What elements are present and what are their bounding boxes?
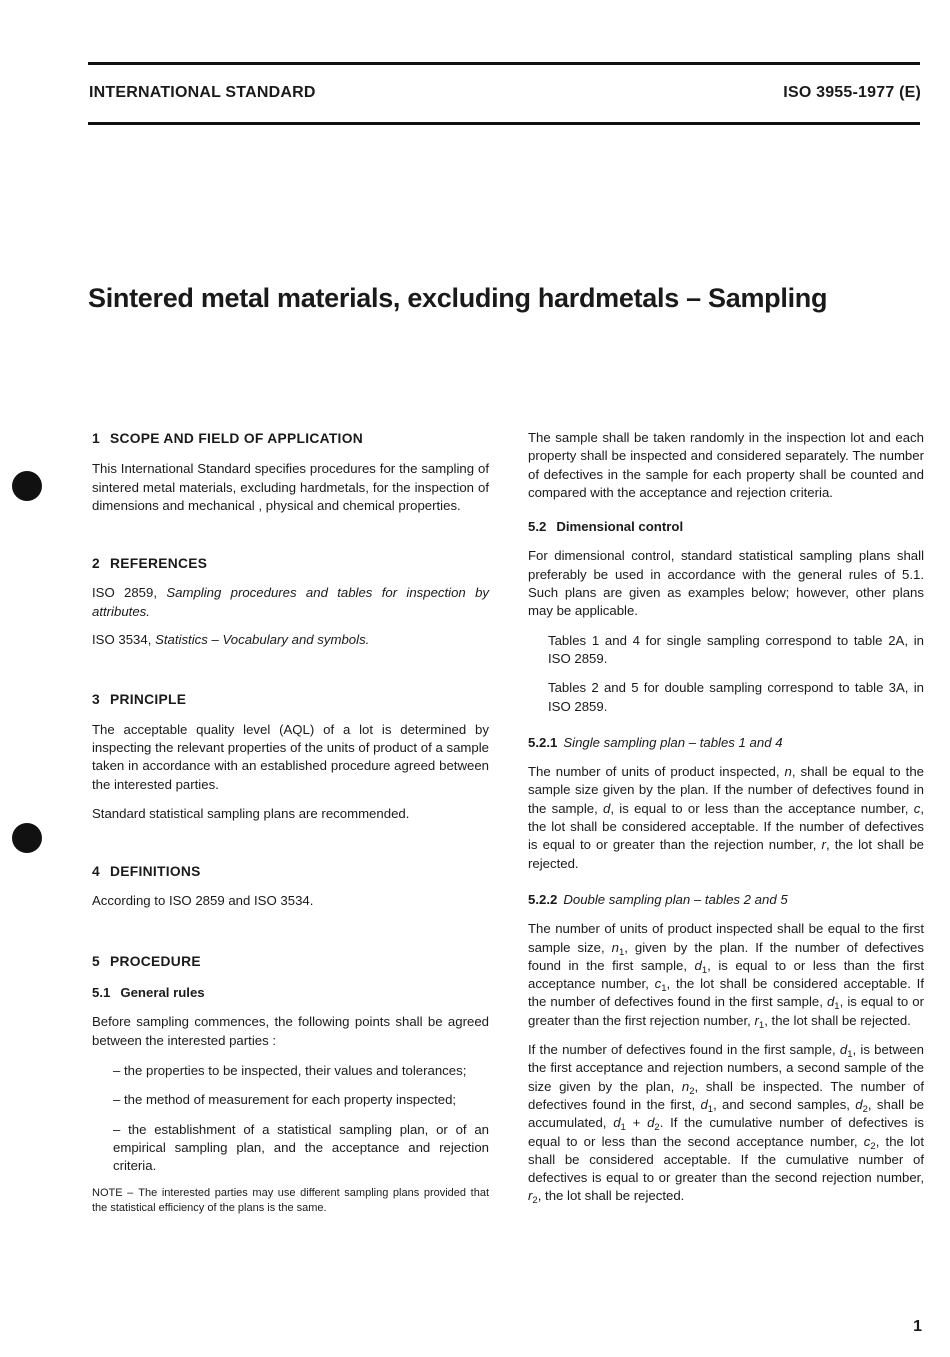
section-5-2-heading: 5.2 Dimensional control [528,519,684,535]
list-item: – the method of measurement for each property inspected; [113,1092,457,1108]
section-4-text: According to ISO 2859 and ISO 3534. [92,893,314,909]
section-5-2-2-heading: 5.2.2 Double sampling plan – tables 2 and 5 [528,891,788,907]
page-title: Sintered metal materials, excluding hardmetals – Sampling [88,283,828,313]
table-reference: Tables 1 and 4 for single sampling correspond to table 2A, in ISO 2859. [548,632,924,666]
section-5-2-1-heading: 5.2.1 Single sampling plan – tables 1 and 4 [528,734,783,750]
table-reference: Tables 2 and 5 for double sampling correspond to table 3A, in ISO 2859. [548,680,924,714]
right-column [528,429,924,1206]
section-3-text: The acceptable quality level (AQL) of a lot is determined by inspecting the relevant properties of the units of product of a sample taken in accordance with an established procedure agreed between the interested parties. [92,721,489,792]
standard-number: ISO 3955-1977 (E) [783,84,921,101]
page-number: 1 [913,1318,922,1335]
punch-hole-mark [12,823,42,853]
section-1-heading: 1 SCOPE AND FIELD OF APPLICATION [92,431,363,446]
list-item: – the establishment of a statistical sampling plan, or of an empirical sampling plan, and the acceptance and rejection criteria. [113,1121,489,1174]
section-5-2-1-text: The number of units of product inspected, n, shall be equal to the sample size given by the plan. If the number of defectives found in the sample, d, is equal to or less than the acceptance number, c, the lot shall be considered acceptable. If the number of defectives is equal to or greater than the rejection number, r, the lot shall be rejected. [528,764,924,871]
section-1-text: This International Standard specifies procedures for the sampling of sintered metal materials, excluding hardmetals, for the inspection of dimensions and mechanical , physical and chemical properties. [92,461,489,513]
section-3-heading: 3 PRINCIPLE [92,692,187,708]
header-top-rule [88,62,920,65]
document-type-label: INTERNATIONAL STANDARD [89,84,316,101]
section-2-heading: 2 REFERENCES [92,556,208,572]
section-5-2-2-text: The number of units of product inspected shall be equal to the first sample size, $n_1$, given by the plan. If the number of defectives found in the first sample, $d_1$, is equal to or less than the first acceptance number, $c_1$, the lot shall be considered acceptable. If the number of defectives found in the first sample, $d_1$, is equal to or greater than the first rejection number, $r_1$, the lot shall be rejected. [528,921,925,1031]
list-item: – the properties to be inspected, their values and tolerances; [113,1062,467,1078]
section-3-text: Standard statistical sampling plans are recommended. [92,805,410,821]
note: NOTE – The interested parties may use different sampling plans provided that the statistical efficiency of the plans is the same. [92,1187,489,1215]
section-4-heading: 4 DEFINITIONS [92,864,201,880]
section-5-heading: 5 PROCEDURE [92,953,201,969]
section-5-2-text: For dimensional control, standard statistical sampling plans shall preferably be used in accordance with the general rules of 5.1. Such plans are given as examples below; however, other plans may be applicable. [528,548,924,619]
section-5-2-2-text: If the number of defectives found in the first sample, $d_1$, is between the first acceptance and rejection numbers, a second sample of the size given by the plan, $n_2$, shall be inspected. The number of defectives found in the first, $d_1$, and second samples, $d_2$, shall be accumulated, $d_1 + d_2$. If the cumulative number of defectives is equal to or less than the second acceptance number, $c_2$, the lot shall be considered acceptable. If the cumulative number of defectives is equal to or greater than the second rejection number, $r_2$, the lot shall be rejected. [528,1042,925,1207]
section-5-1-intro: Before sampling commences, the following points shall be agreed between the interested parties : [92,1014,489,1048]
header-bottom-rule [88,122,920,125]
left-column [92,430,489,1216]
section-5-1-continued-text: The sample shall be taken randomly in the inspection lot and each property shall be inspected and considered separately. The number of defectives in the sample for each property shall be counted and compared with the acceptance and rejection criteria. [528,430,924,500]
section-5-1-heading: 5.1 General rules [92,985,205,1001]
punch-hole-mark [12,471,42,501]
reference-iso-3534: ISO 3534, Statistics – Vocabulary and symbols. [92,632,370,648]
reference-iso-2859: ISO 2859, Sampling procedures and tables for inspection by attributes. [92,585,489,619]
